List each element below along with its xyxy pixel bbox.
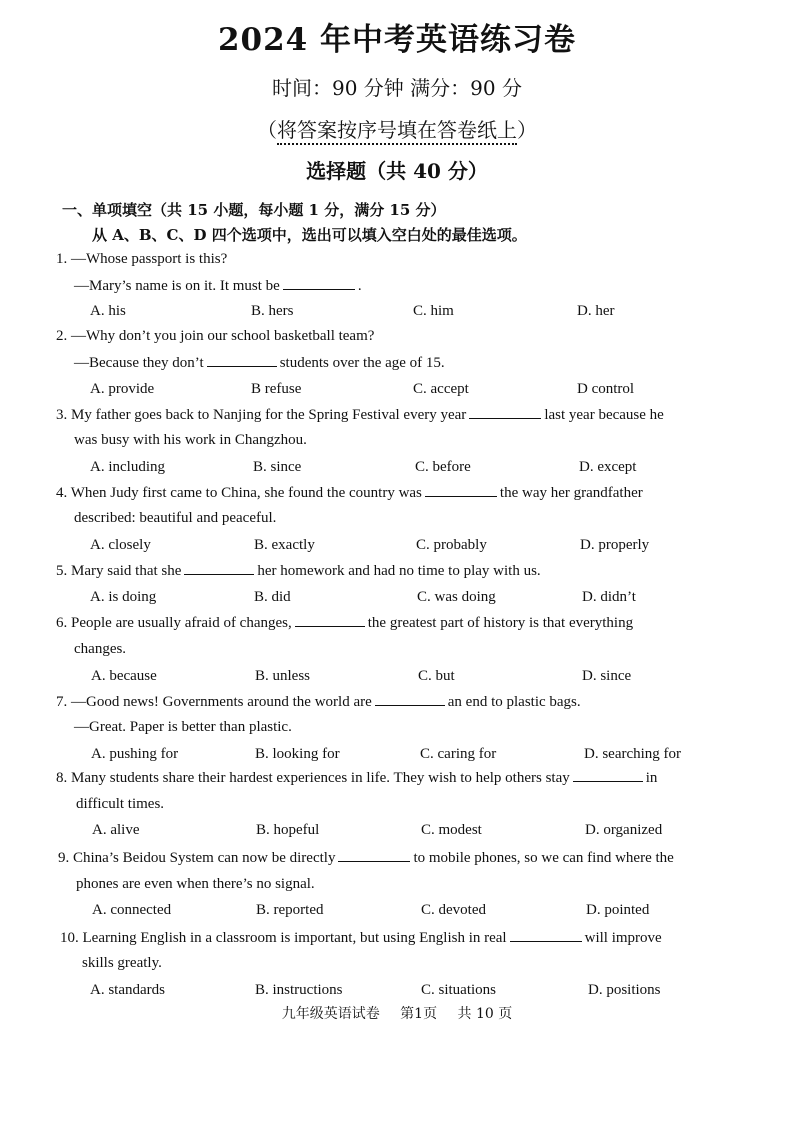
option-b: B. since xyxy=(253,459,302,475)
option-c: C. accept xyxy=(413,381,469,397)
question-text: —Mary’s name is on it. It must be xyxy=(74,278,280,294)
question-text: her homework and had no time to play with us. xyxy=(257,563,541,579)
answer-blank xyxy=(510,929,582,942)
section-heading: 选择题（共 40 分） xyxy=(306,159,488,183)
footer-page-number: 第1页 xyxy=(400,1006,438,1022)
question-6-line-1 xyxy=(56,614,633,632)
question-text: the greatest part of history is that everything xyxy=(367,615,634,631)
option-a: A. pushing for xyxy=(91,746,179,762)
question-4-line-2: described: beautiful and peaceful. xyxy=(74,510,277,526)
page-title: 2024 年中考英语练习卷 xyxy=(217,22,577,58)
question-8-line-1 xyxy=(56,769,657,787)
question-10-line-2: skills greatly. xyxy=(82,955,162,971)
question-text: in xyxy=(645,770,658,786)
option-b: B. instructions xyxy=(255,982,343,998)
option-a: A. provide xyxy=(90,381,155,397)
question-1-line-2 xyxy=(74,277,362,295)
option-a: A. is doing xyxy=(90,589,157,605)
question-3-line-2: was busy with his work in Changzhou. xyxy=(74,432,307,448)
exam-meta: 时间：90 分钟 满分：90 分 xyxy=(272,76,522,100)
question-text: 4. When Judy first came to China, she found the country was xyxy=(56,485,422,501)
question-text: last year because he xyxy=(544,407,664,423)
note-text: 将答案按序号填在答卷纸上 xyxy=(277,118,517,145)
option-b: B. hopeful xyxy=(256,822,320,838)
answer-note xyxy=(0,114,794,143)
option-a: A. including xyxy=(90,459,165,475)
footer-subject: 九年级英语试卷 xyxy=(281,1006,380,1022)
option-d: D. her xyxy=(577,303,615,319)
option-c: C. modest xyxy=(421,822,482,838)
part-instruction: 从 A、B、C、D 四个选项中，选出可以填入空白处的最佳选项。 xyxy=(92,226,527,244)
answer-blank xyxy=(295,614,365,627)
question-2-line-2 xyxy=(74,354,445,372)
option-a: A. his xyxy=(90,303,126,319)
option-c: C. him xyxy=(413,303,454,319)
question-10-line-1 xyxy=(60,929,662,947)
option-d: D control xyxy=(577,381,635,397)
option-a: A. connected xyxy=(92,902,172,918)
question-3-line-1 xyxy=(56,406,664,424)
question-6-line-2: changes. xyxy=(74,641,127,657)
option-b: B. did xyxy=(254,589,291,605)
footer-total-pages: 共 10 页 xyxy=(457,1006,513,1022)
question-text: students over the age of 15. xyxy=(279,355,445,371)
option-c: C. but xyxy=(418,668,455,684)
question-text: the way her grandfather xyxy=(499,485,643,501)
question-text: 5. Mary said that she xyxy=(56,563,182,579)
question-text: an end to plastic bags. xyxy=(447,694,581,710)
note-close: ） xyxy=(517,118,537,142)
answer-blank xyxy=(425,484,497,497)
option-d: D. pointed xyxy=(586,902,650,918)
question-4-line-1 xyxy=(56,484,643,502)
option-b: B. reported xyxy=(256,902,324,918)
answer-blank xyxy=(207,354,277,367)
answer-blank xyxy=(573,769,643,782)
question-9-line-1 xyxy=(58,849,674,867)
question-5-line-1 xyxy=(56,562,541,580)
option-d: D. organized xyxy=(585,822,663,838)
option-a: A. standards xyxy=(90,982,165,998)
option-a: A. closely xyxy=(90,537,151,553)
question-text: 9. China’s Beidou System can now be directly xyxy=(58,850,336,866)
page-footer xyxy=(0,1003,794,1023)
question-text: 7. —Good news! Governments around the world are xyxy=(56,694,372,710)
answer-blank xyxy=(184,562,254,575)
option-b: B refuse xyxy=(251,381,302,397)
option-d: D. didn’t xyxy=(582,589,636,605)
question-8-line-2: difficult times. xyxy=(76,796,165,812)
question-2-line-1: 2. —Why don’t you join our school basketball team? xyxy=(56,328,375,344)
question-text: —Because they don’t xyxy=(74,355,204,371)
question-7-line-1 xyxy=(56,693,581,711)
question-1-line-1: 1. —Whose passport is this? xyxy=(56,251,228,267)
question-9-line-2: phones are even when there’s no signal. xyxy=(76,876,315,892)
option-b: B. looking for xyxy=(255,746,340,762)
question-text: 10. Learning English in a classroom is important, but using English in real xyxy=(60,930,507,946)
option-d: D. except xyxy=(579,459,637,475)
option-c: C. caring for xyxy=(420,746,497,762)
answer-blank xyxy=(469,406,541,419)
question-text: to mobile phones, so we can find where the xyxy=(413,850,674,866)
question-text: 3. My father goes back to Nanjing for the Spring Festival every year xyxy=(56,407,467,423)
question-text: 8. Many students share their hardest experiences in life. They wish to help others stay xyxy=(56,770,570,786)
option-d: D. properly xyxy=(580,537,650,553)
part-heading: 一、单项填空（共 15 小题，每小题 1 分，满分 15 分） xyxy=(62,201,446,219)
question-7-line-2: —Great. Paper is better than plastic. xyxy=(74,719,292,735)
option-a: A. because xyxy=(91,668,157,684)
option-c: C. before xyxy=(415,459,471,475)
option-d: D. positions xyxy=(588,982,661,998)
answer-blank xyxy=(338,849,410,862)
option-b: B. exactly xyxy=(254,537,315,553)
answer-blank xyxy=(375,693,445,706)
question-text: . xyxy=(357,278,362,294)
option-c: C. probably xyxy=(416,537,487,553)
question-text: 6. People are usually afraid of changes, xyxy=(56,615,292,631)
option-c: C. devoted xyxy=(421,902,486,918)
option-b: B. unless xyxy=(255,668,311,684)
option-d: D. searching for xyxy=(584,746,682,762)
option-c: C. situations xyxy=(421,982,497,998)
note-open: （ xyxy=(257,118,277,142)
option-b: B. hers xyxy=(251,303,294,319)
answer-blank xyxy=(283,277,355,290)
option-c: C. was doing xyxy=(417,589,496,605)
question-text: will improve xyxy=(584,930,662,946)
option-d: D. since xyxy=(582,668,632,684)
option-a: A. alive xyxy=(92,822,140,838)
